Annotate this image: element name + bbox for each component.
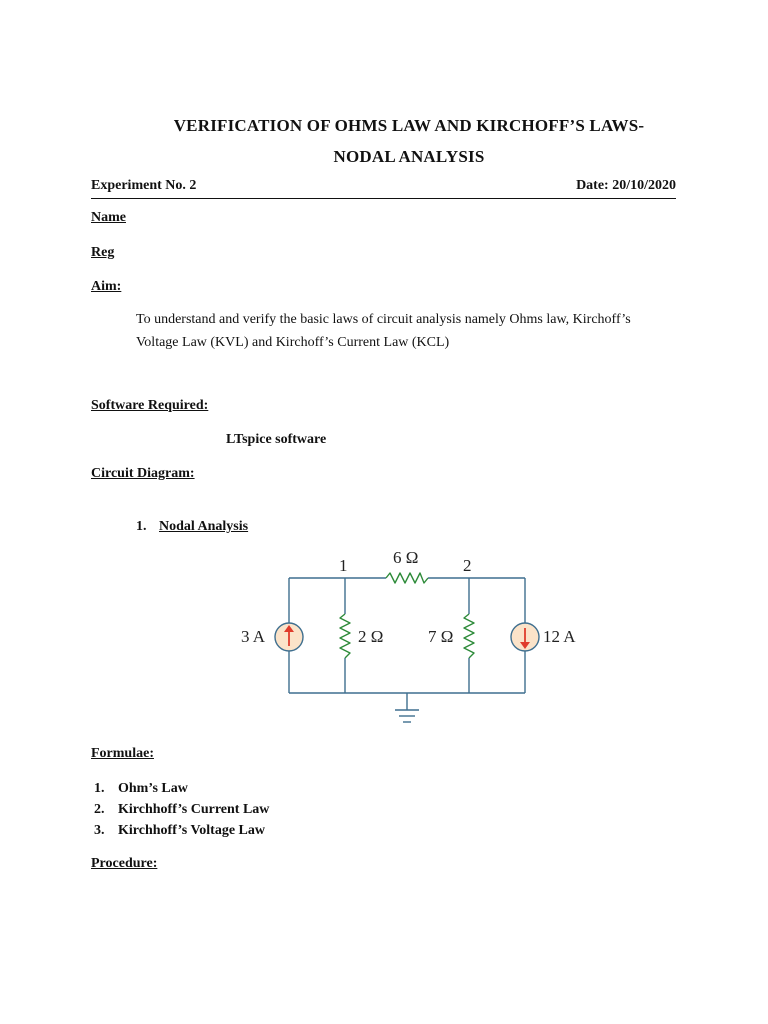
resistor-2-label: 2 Ω	[358, 627, 384, 646]
aim-label: Aim:	[91, 279, 122, 294]
title-line-2: NODAL ANALYSIS	[333, 147, 485, 166]
node-2-label: 2	[463, 556, 472, 575]
title-line-1: VERIFICATION OF OHMS LAW AND KIRCHOFF’S LAWS-	[173, 116, 645, 135]
name-label: Name	[91, 210, 126, 225]
formulae-label: Formulae:	[91, 746, 154, 761]
circuit-item-label: Nodal Analysis	[159, 519, 249, 534]
experiment-number: Experiment No. 2	[91, 178, 197, 193]
formula-1-text: Ohm’s Law	[118, 781, 188, 796]
formula-3-number: 3.	[94, 823, 105, 838]
formula-3-text: Kirchhoff’s Voltage Law	[118, 823, 265, 838]
aim-text-line-1: To understand and verify the basic laws of circuit analysis namely Ohms law, Kirchoff’s	[136, 312, 631, 327]
procedure-label: Procedure:	[91, 856, 158, 871]
formula-2-number: 2.	[94, 802, 105, 817]
resistor-7-label: 7 Ω	[428, 627, 454, 646]
current-source-right	[511, 623, 539, 651]
aim-text-line-2: Voltage Law (KVL) and Kirchoff’s Current Law (KCL)	[136, 335, 450, 350]
node-1-label: 1	[339, 556, 348, 575]
current-source-left	[275, 623, 303, 651]
resistor-6-label: 6 Ω	[393, 548, 419, 567]
resistor-2-ohm	[340, 614, 350, 658]
circuit-item-number: 1.	[136, 519, 147, 534]
resistor-7-ohm	[464, 614, 474, 658]
reg-label: Reg	[91, 245, 115, 260]
experiment-date: Date: 20/10/2020	[576, 178, 676, 193]
formula-1-number: 1.	[94, 781, 105, 796]
source-3a-label: 3 A	[241, 627, 266, 646]
source-12a-label: 12 A	[543, 627, 576, 646]
software-label: Software Required:	[91, 398, 209, 413]
software-value: LTspice software	[226, 432, 327, 447]
formula-2-text: Kirchhoff’s Current Law	[118, 802, 270, 817]
resistor-6-ohm	[386, 573, 428, 583]
circuit-diagram-label: Circuit Diagram:	[91, 466, 195, 481]
